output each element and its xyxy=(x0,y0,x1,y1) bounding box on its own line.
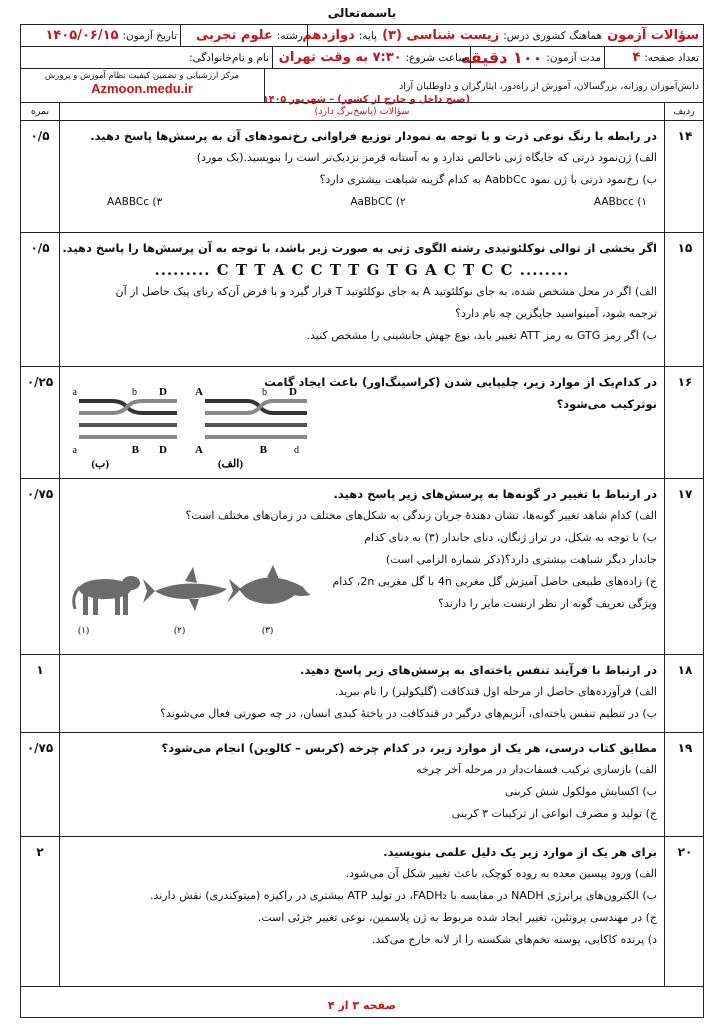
students: دانش‌آموزان روزانه، بزرگسالان، آموزش از راه‌دور، ایثارگران و داوطلبان آزاد xyxy=(399,80,699,92)
part-a: الف) ورود پپسین معده به روده کوچک، باعث تغییر شکل آن می‌شود. xyxy=(345,867,657,880)
question-body xyxy=(67,841,657,951)
question-score: ۱ xyxy=(36,663,44,677)
option-1: ۱) AABbcc xyxy=(593,196,647,208)
fig-a-top-3: D xyxy=(289,386,297,398)
question-title: اگر بخشی از توالی نوکلئوتیدی رشته الگوی ژنی به صورت زیر باشد، با توجه به آن پرسش‌ها را پاسخ دهید. xyxy=(62,241,657,255)
part-c: ج) تولید و مصرف انواعی از ترکیبات ۳ کربنی xyxy=(451,807,657,820)
exam-date: ۱۴۰۵/۰۶/۱۵ xyxy=(45,28,119,43)
fig-a-bot-2: B xyxy=(259,444,267,456)
fig-a-top-1: A xyxy=(195,386,203,398)
animal-1-label: (۱) xyxy=(78,625,89,635)
field-cell xyxy=(183,25,303,46)
center: مرکز ارزشیابی و تضمین کیفیت نظام آموزش و پرورش xyxy=(44,71,240,81)
question-body xyxy=(67,125,657,213)
question-title: مطابق کتاب درسی، هر یک از موارد زیر، در کدام چرخه (کربس – کالوین) انجام می‌شود؟ xyxy=(161,741,657,755)
dna-sequence: ......... C T T A C C T T G T G A C T C C ........ xyxy=(154,261,570,279)
question-score: ۰/۷۵ xyxy=(26,741,54,755)
field-label: رشته: xyxy=(276,29,303,42)
question-score: ۰/۵ xyxy=(30,241,50,255)
question-number: ۱۴ xyxy=(677,129,693,143)
question-body xyxy=(67,737,657,825)
pages-label: تعداد صفحه: xyxy=(644,51,699,64)
question-number: ۱۷ xyxy=(677,487,693,501)
part-a: الف) ژن‌نمود ذرتی که جایگاه ژنی ناخالص ندارد و به آستانه قرمز نزدیک‌تر است را بنویسید.(یک مورد) xyxy=(196,151,657,164)
fig-b-bot-1: a xyxy=(72,445,77,456)
name-cell xyxy=(23,47,269,68)
duration-cell xyxy=(461,47,601,68)
grade: دوازدهم xyxy=(302,28,355,43)
part-d: د) پرنده کاکایی، پوسته تخم‌های شکسته را از لانه خارج می‌کند. xyxy=(371,933,657,946)
animal-2-shark-icon xyxy=(143,567,227,611)
part-a: الف) فرآورده‌های حاصل از مرحله اول قندکافت (گلیکولیز) را نام ببرید. xyxy=(335,685,657,698)
exam-frame xyxy=(20,24,704,1018)
animal-3-dolphin-icon xyxy=(227,565,311,604)
col-score: نمره xyxy=(30,106,50,117)
question-number: ۱۹ xyxy=(677,741,693,755)
question-number: ۲۰ xyxy=(677,845,693,859)
basmala: باسمه‌تعالی xyxy=(327,6,397,20)
start-cell xyxy=(277,47,467,68)
part-c-line2: ویژگی تعریف گونه از نظر ارنست مایر را دارند؟ xyxy=(438,597,657,610)
question-title: در ارتباط با تغییر در گونه‌ها به پرسش‌های زیر پاسخ دهید. xyxy=(333,487,657,501)
fig-b-top-1: a xyxy=(72,387,77,398)
header-row-1 xyxy=(21,25,703,47)
part-a-line2: ترجمه شود، آمینواسید جایگزین چه نام دارد؟ xyxy=(455,307,657,320)
options xyxy=(67,191,657,213)
pages-cell xyxy=(609,47,699,68)
date-label: تاریخ آزمون: xyxy=(122,29,177,42)
question-number: ۱۵ xyxy=(677,241,693,255)
part-c: ج) در مهندسی پروتئین، تغییر ایجاد شده مربوط به ژن پلاسمین، نوعی تغییر جزئی است. xyxy=(257,911,657,924)
fig-a-bot-1: A xyxy=(195,444,203,456)
date-cell xyxy=(21,25,177,46)
pages: ۴ xyxy=(632,50,641,65)
animal-2-label: (۲) xyxy=(174,625,185,635)
fig-a-bot-3: d xyxy=(294,445,299,456)
question-17 xyxy=(21,479,703,655)
duration-label: مدت آزمون: xyxy=(546,51,601,64)
fig-b-top-3: D xyxy=(159,386,167,398)
part-a: الف) کدام شاهد تغییر گونه‌ها، نشان دهندهٔ جریان زندگی به شکل‌های مختلف در زمان‌های مختلف است؟ xyxy=(185,509,657,522)
exam-desc: هماهنگ کشوری درس: xyxy=(503,29,602,42)
start-label: ساعت شروع: xyxy=(405,51,467,64)
fig-b-label: (ب) xyxy=(91,458,109,470)
site: Azmoon.medu.ir xyxy=(91,81,193,96)
chromosome-figure-b xyxy=(73,386,177,470)
question-score: ۰/۵ xyxy=(30,129,50,143)
fig-b-bot-3: D xyxy=(159,444,167,456)
part-c-line1: ج) زاده‌های طبیعی حاصل آمیزش گل مغربی 4n با گل مغربی 2n، کدام xyxy=(332,575,657,588)
animal-3-label: (۳) xyxy=(262,625,273,635)
option-3: ۳) AABBCc xyxy=(107,196,163,208)
duration: ۱۰۰ دقیقه xyxy=(461,48,543,67)
col-row: ردیف xyxy=(673,106,695,117)
question-score: ۰/۷۵ xyxy=(26,487,54,501)
part-b: ب) رخ‌نمود ذرتی با ژن نمود AabbCc به کدام گزینه شباهت بیشتری دارد؟ xyxy=(319,173,657,186)
part-b: ب) اکسایش مولکول شش کربنی xyxy=(505,785,657,798)
session: (صبح داخل و خارج از کشور) – شهریور ۱۴۰۵ xyxy=(263,94,470,105)
question-title-2: نوترکیب می‌شود؟ xyxy=(556,397,657,411)
start-time: ۷:۳۰ به وقت تهران xyxy=(278,50,402,65)
question-number: ۱۶ xyxy=(677,375,693,389)
question-title: در رابطه با رنگ نوعی ذرت و با توجه به نمودار توزیع فراوانی رخ‌نمودهای آن به پرسش‌ها پاسخ دهید. xyxy=(90,129,657,143)
question-16 xyxy=(21,367,703,479)
question-score: ۲ xyxy=(36,845,44,859)
header-row-2 xyxy=(21,47,703,69)
question-number: ۱۸ xyxy=(677,663,693,677)
fig-a-label: (الف) xyxy=(217,458,243,470)
name-label: نام و نام‌خانوادگی: xyxy=(189,51,269,64)
animal-1-cat-icon xyxy=(74,576,140,615)
animals-figure xyxy=(67,559,317,639)
col-questions: سؤالات (پاسخ‌برگ دارد) xyxy=(314,106,410,117)
part-b: ب) الکترون‌های پرانرژی NADH در مقایسه با FADH₂، در تولید ATP بیشتری در راکیزه (میتوکندری) نقش دارند. xyxy=(149,889,657,902)
exam-title: سؤالات آزمون xyxy=(607,28,699,43)
part-a-line1: الف) اگر در محل مشخص شده، به جای نوکلئوتید A به جای نوکلئوتید T قرار گیرد و با فرض آن‌که رنای پیک حاصل از آن xyxy=(115,285,657,298)
question-title: در ارتباط با فرآیند تنفس یاخته‌ای به پرسش‌های زیر پاسخ دهید. xyxy=(300,663,657,677)
fig-b-bot-2: B xyxy=(131,444,139,456)
subject: زیست شناسی (۳) xyxy=(382,28,500,43)
question-body xyxy=(67,659,657,725)
question-14 xyxy=(21,121,703,233)
option-2: ۲) AaBbCC xyxy=(350,196,406,208)
part-b-line2: جاندار دیگر شباهت بیشتری دارد؟(ذکر شماره الزامی است) xyxy=(385,553,657,566)
question-19 xyxy=(21,733,703,837)
grade-label: پایه: xyxy=(358,29,377,42)
question-score: ۰/۲۵ xyxy=(26,375,54,389)
question-18 xyxy=(21,655,703,733)
fig-a-top-2: b xyxy=(262,387,267,398)
chromosome-figure-a xyxy=(195,386,307,470)
crossing-over-figure xyxy=(67,373,327,469)
field: علوم تجربی xyxy=(196,28,273,43)
question-20 xyxy=(21,837,703,987)
page-number: صفحه ۳ از ۴ xyxy=(327,999,397,1012)
page-footer xyxy=(21,995,703,1017)
part-b: ب) در تنظیم تنفس یاخته‌ای، آنزیم‌های درگیر در قندکافت در یاختهٔ کبدی انسان، در چه صورتی فعال می‌شوند؟ xyxy=(160,707,657,720)
part-a: الف) بازسازی ترکیب فسفات‌دار در مرحله آخر چرخه xyxy=(416,763,657,776)
exam-title-cell xyxy=(302,25,699,46)
fig-b-top-2: b xyxy=(132,387,137,398)
center-cell xyxy=(23,71,261,96)
column-header-row xyxy=(21,103,703,121)
question-body xyxy=(62,237,657,347)
question-15 xyxy=(21,233,703,367)
question-title: برای هر یک از موارد زیر یک دلیل علمی بنویسید. xyxy=(383,845,657,859)
part-b-line1: ب) با توجه به شکل، در تراز ژنگان، دنای جاندار (۳) به دنای کدام xyxy=(364,531,657,544)
question-title-1: در کدام‌یک از موارد زیر، چلیپایی شدن (کراسینگ‌اور) باعث ایجاد گامت xyxy=(264,375,657,389)
part-b: ب) اگر رمز GTG به رمز ATT تغییر یابد، نوع جهش جانشینی را مشخص کنید. xyxy=(306,329,657,342)
